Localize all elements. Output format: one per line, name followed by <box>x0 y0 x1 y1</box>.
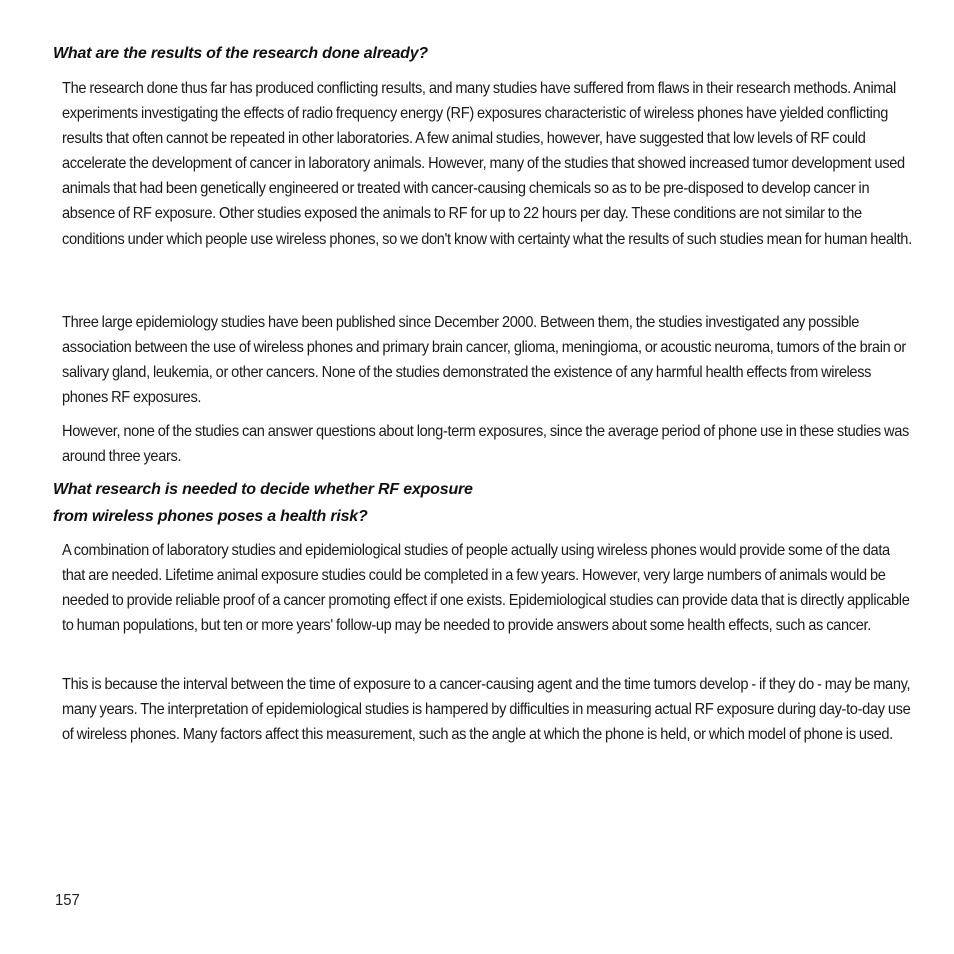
section-heading-line-1: What research is needed to decide whether RF exposure <box>53 481 473 498</box>
paragraph-long-term-exposure: However, none of the studies can answer questions about long-term exposures, since the average period of phone use in these studies was around three years. <box>62 423 910 466</box>
section-heading-research-results: What are the results of the research done already? <box>53 45 429 62</box>
page-number: 157 <box>55 892 80 909</box>
section-heading-research-needed <box>53 476 473 530</box>
paragraph-epidemiology-studies: Three large epidemiology studies have been published since December 2000. Between them, the studies investigated any possible association between the use of wireless phones and primary brain cancer, glioma, meningioma, or acoustic neuroma, tumors of the brain or salivary gland, leukemia, or other cancers. None of the studies demonstrated the existence of any harmful health effects from wireless phones RF exposures. <box>62 314 906 407</box>
paragraph-lab-and-epidemiological-studies: A combination of laboratory studies and epidemiological studies of people actually using wireless phones would provide some of the data that are needed. Lifetime animal exposure studies could be completed in a few years. However, very large numbers of animals would be needed to provide reliable proof of a cancer promoting effect if one exists. Epidemiological studies can provide data that is directly applicable to human populations, but ten or more years' follow-up may be needed to provide answers about some health effects, such as cancer. <box>62 542 910 635</box>
paragraph-interval-and-measurement: This is because the interval between the time of exposure to a cancer-causing agent and the time tumors develop - if they do - may be many, many years. The interpretation of epidemiological studies is hampered by difficulties in measuring actual RF exposure during day-to-day use of wireless phones. Many factors affect this measurement, such as the angle at which the phone is held, or which model of phone is used. <box>62 676 911 744</box>
section-heading-line-2: from wireless phones poses a health risk? <box>53 508 368 525</box>
paragraph-research-conflicting-results: The research done thus far has produced conflicting results, and many studies have suffered from flaws in their research methods. Animal experiments investigating the effects of radio frequency energy (RF) exposures characteristic of wireless phones have yielded conflicting results that often cannot be repeated in other laboratories. A few animal studies, however, have suggested that low levels of RF could accelerate the development of cancer in laboratory animals. However, many of the studies that showed increased tumor development used animals that had been genetically engineered or treated with cancer-causing chemicals so as to be pre-disposed to develop cancer in absence of RF exposure. Other studies exposed the animals to RF for up to 22 hours per day. These conditions are not similar to the conditions under which people use wireless phones, so we don't know with certainty what the results of such studies mean for human health. <box>62 80 912 248</box>
